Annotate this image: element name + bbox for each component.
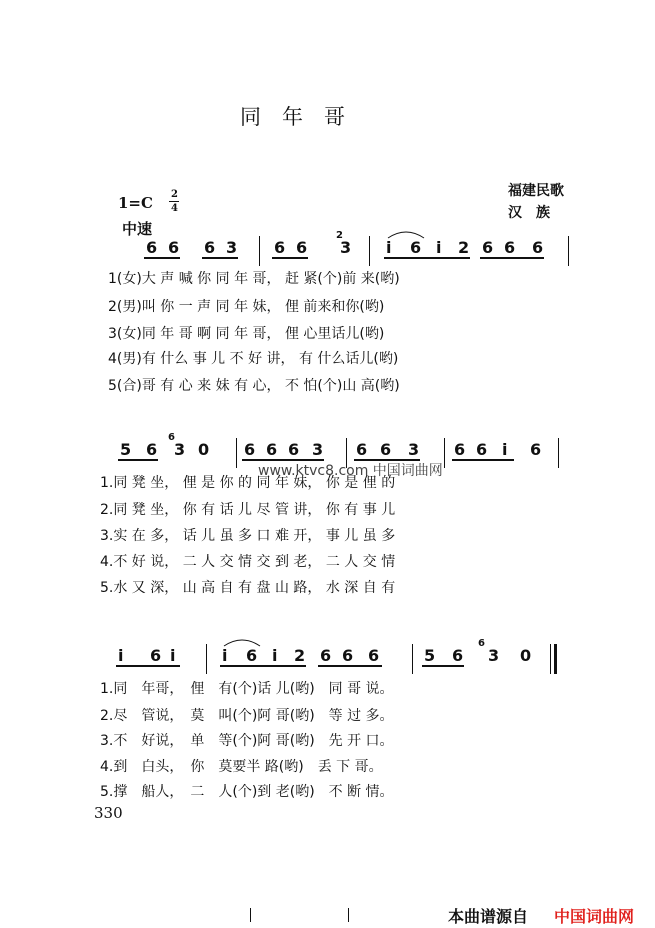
notation-line-1: 6 6 6 3 6 6 2 3 i 6 i 2 6 6 6	[140, 236, 580, 262]
lyric-verse-5-line-1: 5(合)哥 有 心 来 妹 有 心， 不 怕(个)山 高(哟)	[108, 378, 400, 394]
lyric-verse-2-line-2: 2.同 凳 坐， 你 有 话 儿 尽 管 讲， 你 有 事 儿	[100, 502, 396, 518]
lyric-verse-3-line-3: 3.不 好说， 单 等(个)阿 哥(哟) 先 开 口。	[100, 733, 394, 749]
lyric-verse-1-line-3: 1.同 年哥， 俚 有(个)话 儿(哟) 同 哥 说。	[100, 681, 394, 697]
lyric-verse-1-line-1: 1(女)大 声 喊 你 同 年 哥， 赶 紧(个)前 来(哟)	[108, 271, 400, 287]
watermark-text: www.ktvc8.com 中国词曲网	[258, 463, 443, 479]
lyric-verse-5-line-2: 5.水 又 深， 山 高 自 有 盘 山 路， 水 深 自 有	[100, 580, 396, 596]
page-title: 同 年 哥	[240, 105, 345, 129]
footer-tick-left	[250, 908, 251, 922]
lyric-verse-2-line-3: 2.尽 管说， 莫 叫(个)阿 哥(哟) 等 过 多。	[100, 708, 394, 724]
lyric-verse-1-line-2: 1.同 凳 坐， 俚 是 你 的 同 年 妹， 你 是 俚 的	[100, 475, 396, 491]
footer-site-link[interactable]: 中国词曲网	[554, 907, 635, 926]
lyric-verse-5-line-3: 5.撑 船人， 二 人(个)到 老(哟) 不 断 情。	[100, 784, 394, 800]
lyric-verse-2-line-1: 2(男)叫 你 一 声 同 年 妹， 俚 前来和你(哟)	[108, 299, 385, 315]
song-ethnicity: 汉 族	[508, 205, 550, 221]
lyric-verse-3-line-2: 3.实 在 多， 话 儿 虽 多 口 难 开， 事 儿 虽 多	[100, 528, 396, 544]
song-origin: 福建民歌	[508, 183, 564, 199]
time-signature-top: 2	[171, 189, 178, 200]
time-signature-bottom: 4	[171, 203, 178, 214]
lyric-verse-4-line-2: 4.不 好 说， 二 人 交 情 交 到 老， 二 人 交 情	[100, 554, 396, 570]
page-number: 330	[94, 804, 123, 822]
lyric-verse-4-line-1: 4(男)有 什么 事 儿 不 好 讲， 有 什么话儿(哟)	[108, 351, 399, 367]
key-signature: 1=C	[118, 194, 153, 212]
lyric-verse-4-line-3: 4.到 白头， 你 莫要半 路(哟) 丢 下 哥。	[100, 759, 383, 775]
notation-line-2: 5 6 6 3 0 6 6 6 3 6 6 3 6 6 i 6	[112, 438, 562, 464]
time-signature-line	[169, 201, 179, 202]
notation-line-3: i 6 i i 6 i 2 6 6 6 5 6 6 3 0	[112, 644, 562, 670]
tempo-marking: 中速	[122, 220, 153, 238]
footer-tick-right	[348, 908, 349, 922]
footer-source-label: 本曲谱源自	[448, 907, 529, 926]
lyric-verse-3-line-1: 3(女)同 年 哥 啊 同 年 哥， 俚 心里话儿(哟)	[108, 326, 385, 342]
